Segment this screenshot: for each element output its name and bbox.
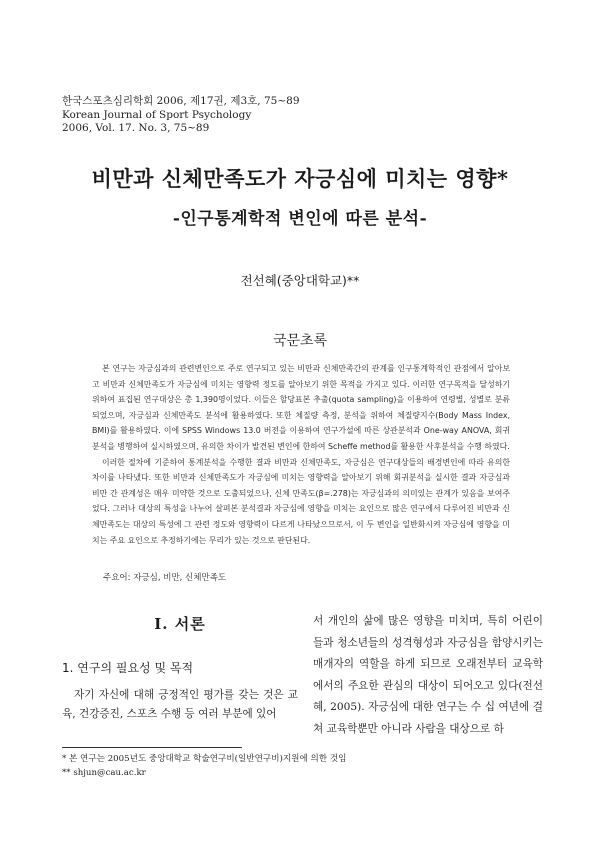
author: 전선혜(중앙대학교)** — [240, 273, 360, 288]
abstract — [92, 361, 510, 548]
abstract-heading: 국문초록 — [272, 333, 328, 349]
footnote-email: ** shjun@cau.ac.kr — [62, 768, 146, 778]
abstract-paragraph-2: 이러한 절차에 기준하여 통계분석을 수행한 결과 비만과 신체만족도, 자긍심은 연구대상들의 배경변인에 따라 유의한 차이를 나타냈다. 또한 비만과 신체만족도가 자긍심에 미치는 영향력을 알아보기 위해 회귀분석을 실시한 결과 자긍심과 비만 간 관계성은 매우 미약한 것으로 도출되었으나, 신체 만족도(β=.278)는 자긍심과의 의미있는 관계가 있음을 보여주었다. 그러나 대상의 특성을 나누어 살펴본 분석결과 자긍심에 영향을 미치는 요인으로 많은 연구에서 다루어진 비만과 신체만족도는 대상의 특성에 그 관련 정도와 영향력이 다르게 나타났으므로서, 이 두 변인을 일반화시켜 자긍심에 영향을 미치는 주요 요인으로 추정하기에는 무리가 있는 것으로 판단된다. — [92, 457, 510, 545]
footnote-funding: * 본 연구는 2005년도 중앙대학교 학술연구비(일반연구비)지원에 의한 것임 — [62, 754, 347, 764]
journal-line-english: Korean Journal of Sport Psychology — [62, 108, 252, 121]
body-paragraph-left: 자기 자신에 대해 긍정적인 평가를 갖는 것은 교육, 건강증진, 스포츠 수행 등 여러 부분에 있어 — [62, 689, 298, 720]
body-paragraph-right: 서 개인의 삶에 많은 영향을 미치며, 특히 어린이들과 청소년들의 성격형성과 자긍심을 함양시키는 매개자의 역할을 하게 되므로 오래전부터 교육학에서의 주요한 관심의 대상이 되어오고 있다(전선혜, 2005). 자긍심에 대한 연구는 수 십 여년에 걸쳐 교육학뿐만 아니라 사람을 대상으로 하 — [313, 615, 543, 735]
journal-citation — [62, 95, 300, 136]
abstract-paragraph-1: 본 연구는 자긍심과의 관련변인으로 주로 연구되고 있는 비만과 신체만족간의 관계를 인구통계학적인 관점에서 알아보고 비만과 신체만족도가 자긍심에 미치는 영향력 정도를 알아보기 위한 목적을 가지고 있다. 이러한 연구목적을 달성하기 위하여 표집된 연구대상은 총 1,390명이었다. 이들은 할당표본 추출(quota sampling)을 이용하여 연령별, 성별로 분류되었으며, 자긍심과 신체만족도 분석에 활용하였다. 또한 체질량 측정, 분석을 위하여 체질량지수(Body Mass Index, BMI)를 활용하였다. 이에 SPSS Windows 13.0 버전을 이용하여 연구가설에 따른 상관분석과 One-way ANOVA, 회귀분석을 병행하여 실시하였으며, 유의한 차이가 발견된 변인에 한하여 Scheffe method를 활용한 사후분석을 수행 하였다. — [92, 364, 510, 451]
paper-subtitle: -인구통계학적 변인에 따른 분석- — [172, 209, 428, 229]
subsection-heading: 1. 연구의 필요성 및 목적 — [62, 661, 194, 675]
body-text-right-column — [313, 611, 543, 740]
journal-line-volume: 2006, Vol. 17. No. 3, 75~89 — [62, 122, 210, 134]
paper-title: 비만과 신체만족도가 자긍심에 미치는 영향* — [91, 166, 509, 191]
footnote-divider — [62, 747, 242, 748]
footnotes — [62, 752, 346, 780]
body-text-left-column — [62, 686, 298, 724]
section-heading: Ⅰ. 서론 — [154, 615, 206, 633]
journal-line-korean: 한국스포츠심리학회 2006, 제17권, 제3호, 75~89 — [62, 95, 300, 107]
keywords: 주요어: 자긍심, 비만, 신체만족도 — [103, 573, 227, 583]
